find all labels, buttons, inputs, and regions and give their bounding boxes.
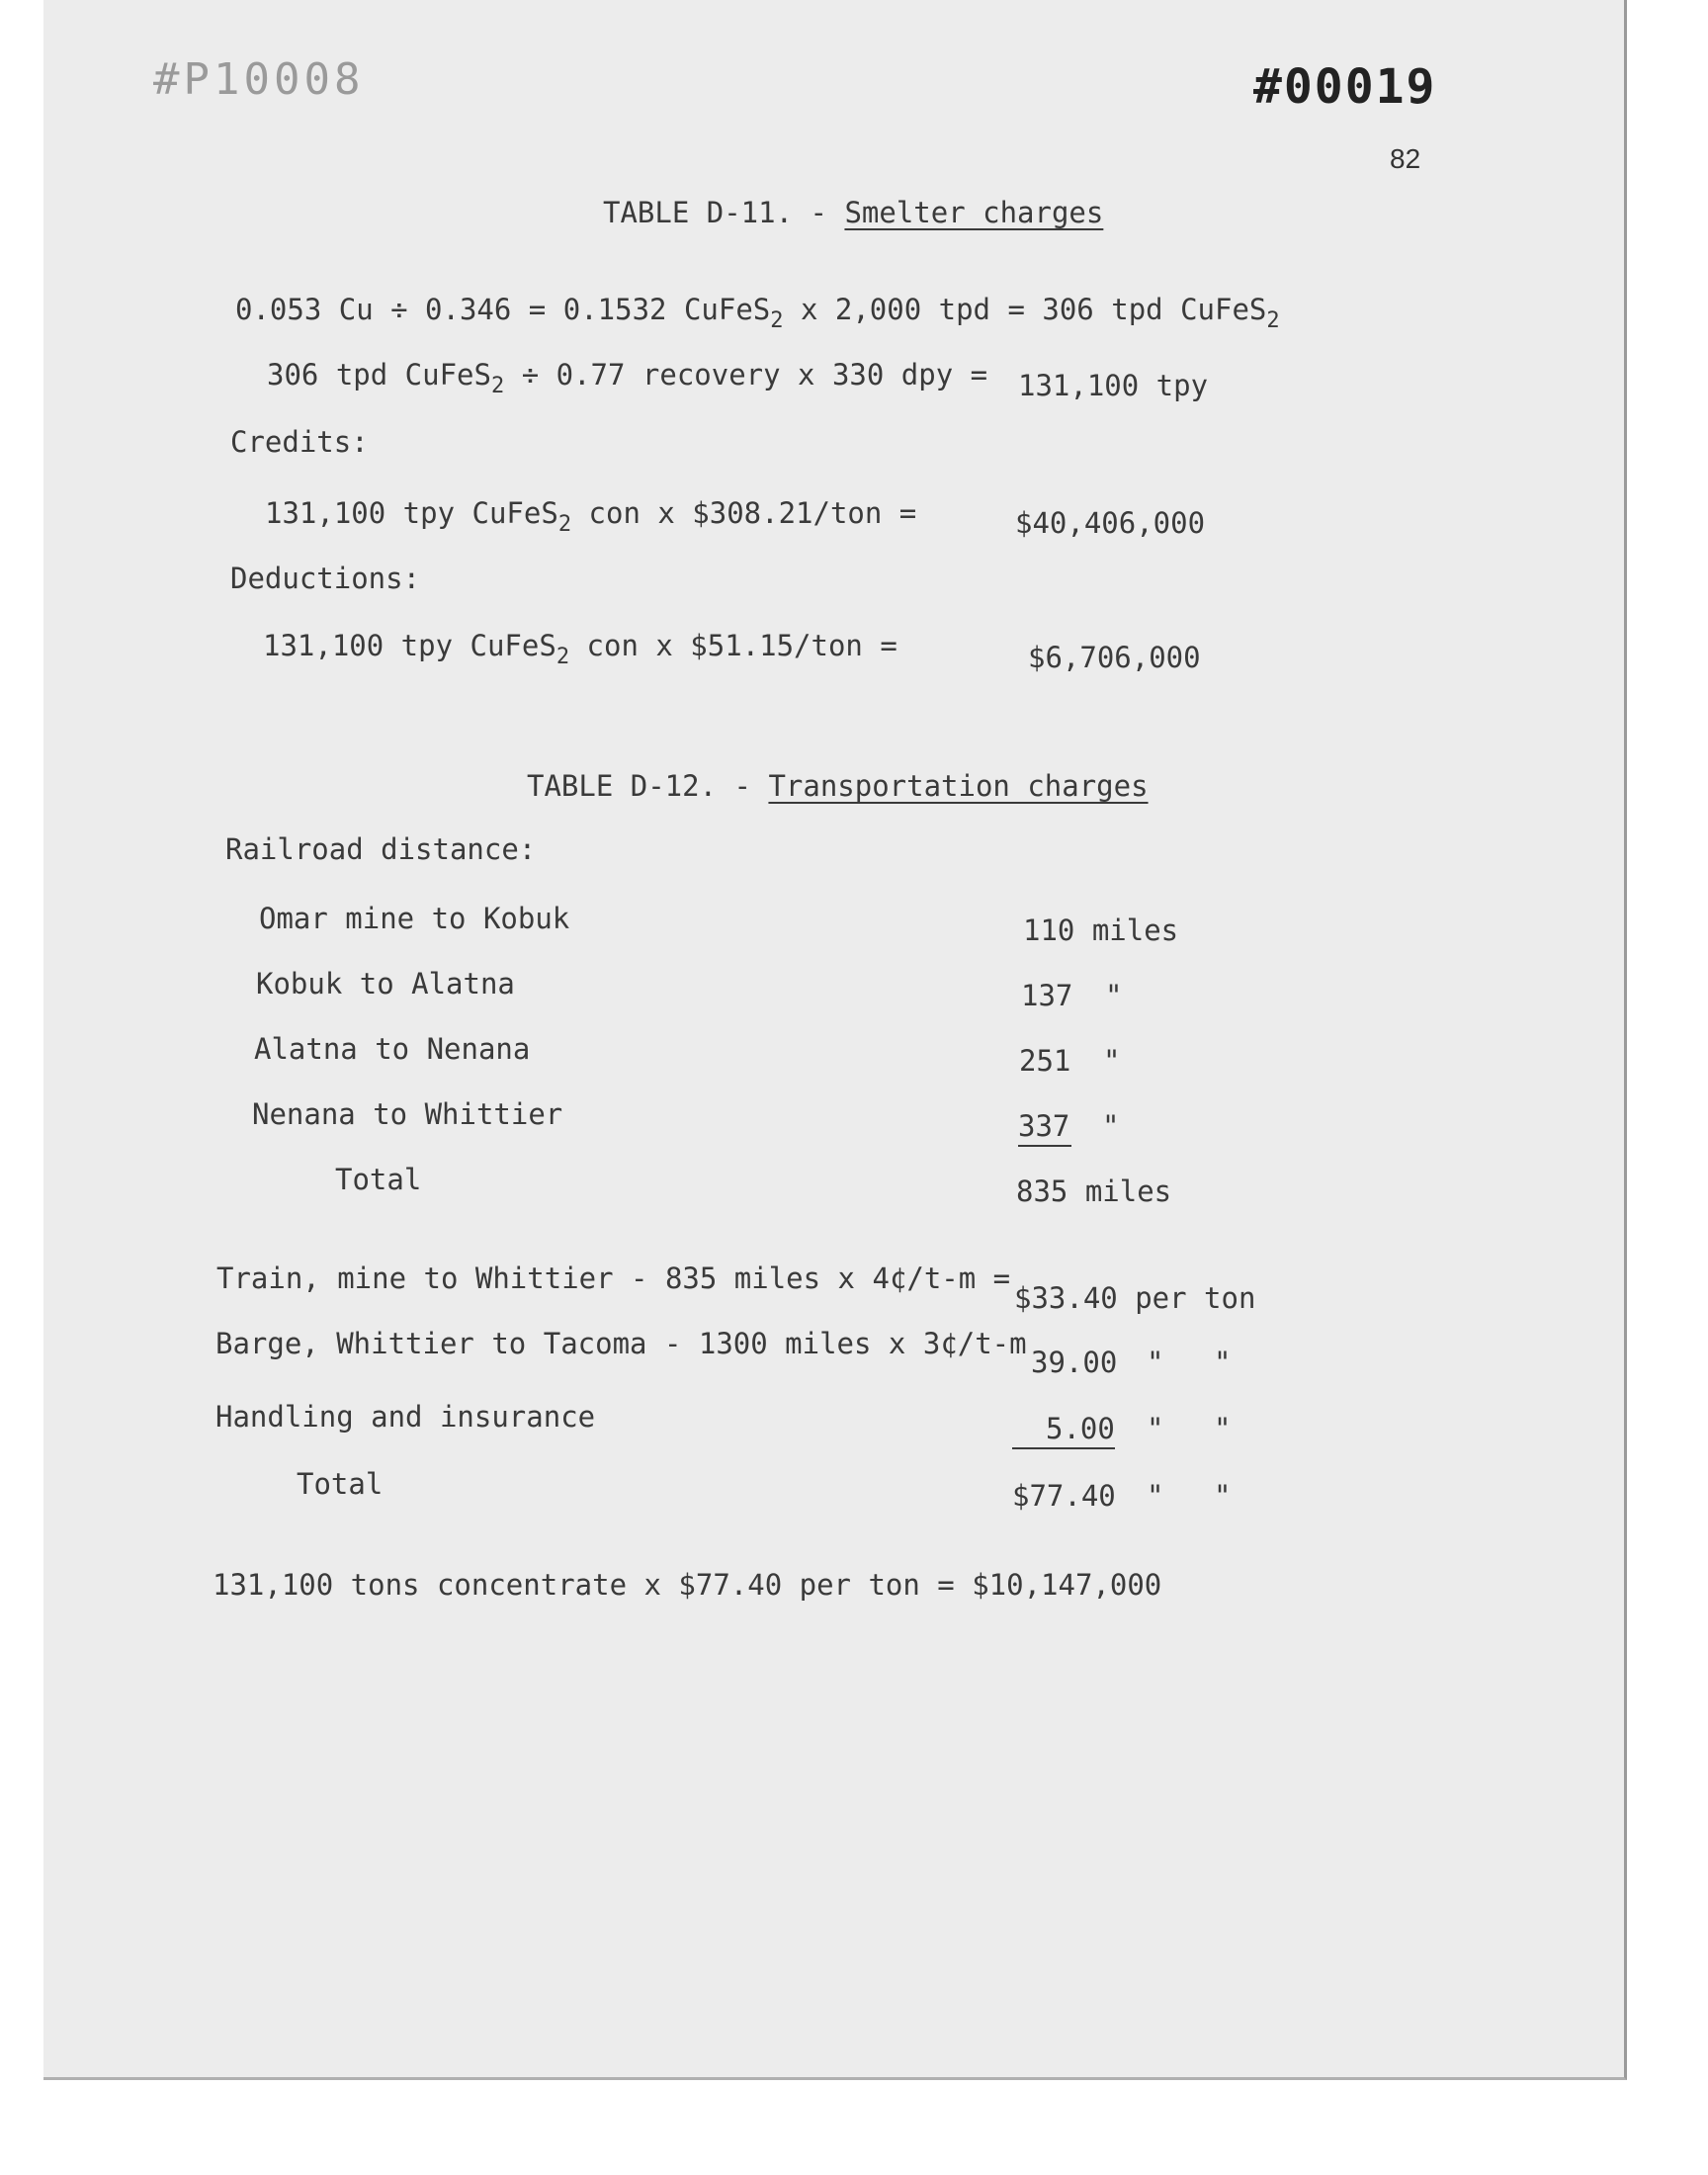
segment-ditto-4: "	[1102, 1109, 1120, 1143]
segment-value-1: 110 miles	[1023, 914, 1179, 947]
segment-label-4: Nenana to Whittier	[252, 1097, 563, 1131]
distance-total-label: Total	[335, 1163, 422, 1196]
transport-summary-line: 131,100 tons concentrate x $77.40 per ton = $10,147,000	[213, 1568, 1162, 1602]
cost-ditto-handling-2: "	[1214, 1412, 1232, 1445]
railroad-distance-label: Railroad distance:	[225, 832, 537, 866]
credits-line	[265, 496, 917, 537]
credits-line-prefix: 131,100 tpy CuFeS	[265, 496, 558, 530]
cost-value-handling: 5.00	[1046, 1412, 1115, 1445]
cost-label-barge: Barge, Whittier to Tacoma - 1300 miles x 3¢/t-m	[215, 1327, 1027, 1360]
cost-ditto-barge-2: "	[1214, 1346, 1232, 1379]
smelter-line-1-sub1: 2	[770, 308, 784, 333]
cost-total-value: $77.40	[1012, 1479, 1116, 1513]
cost-total-ditto-1: "	[1147, 1479, 1164, 1513]
credits-value: $40,406,000	[1015, 506, 1206, 540]
segment-value-4: 337	[1018, 1109, 1070, 1143]
cost-sum-rule	[1012, 1447, 1115, 1449]
table-d12-caption-title: Transportation charges	[768, 769, 1149, 803]
smelter-line-1	[235, 293, 1280, 333]
deductions-line-suffix: con x $51.15/ton =	[569, 629, 897, 662]
table-d11-caption	[603, 196, 1103, 229]
segment-label-3: Alatna to Nenana	[254, 1032, 531, 1066]
cost-label-train: Train, mine to Whittier - 835 miles x 4¢/t-m =	[216, 1262, 1011, 1295]
deductions-line-sub: 2	[555, 645, 570, 669]
credits-label: Credits:	[230, 425, 369, 459]
table-d12-caption	[527, 769, 1149, 803]
smelter-line-1-mid: x 2,000 tpd = 306 tpd CuFeS	[783, 293, 1267, 326]
page-number: 82	[1390, 143, 1421, 174]
table-d11-caption-prefix: TABLE D-11. -	[603, 196, 845, 229]
smelter-line-2-sub: 2	[490, 374, 505, 398]
credits-line-sub: 2	[557, 512, 572, 537]
segment-label-2: Kobuk to Alatna	[256, 967, 515, 1000]
segment-value-3: 251	[1019, 1044, 1071, 1078]
segment-label-1: Omar mine to Kobuk	[259, 902, 570, 935]
distance-sum-rule	[1018, 1145, 1071, 1147]
distance-total-value: 835 miles	[1016, 1174, 1172, 1208]
smelter-line-2-prefix: 306 tpd CuFeS	[267, 358, 491, 392]
cost-ditto-barge-1: "	[1147, 1346, 1164, 1379]
document-id-stamp: #P10008	[153, 54, 365, 105]
smelter-line-1-prefix: 0.053 Cu ÷ 0.346 = 0.1532 CuFeS	[235, 293, 771, 326]
table-d12-caption-prefix: TABLE D-12. -	[527, 769, 769, 803]
smelter-line-2-value: 131,100 tpy	[1018, 369, 1209, 402]
deductions-value: $6,706,000	[1028, 641, 1201, 674]
smelter-line-2-suffix: ÷ 0.77 recovery x 330 dpy =	[504, 358, 988, 392]
cost-value-train: $33.40 per ton	[1014, 1281, 1256, 1315]
deductions-label: Deductions:	[230, 562, 421, 595]
smelter-line-1-sub2: 2	[1266, 308, 1280, 333]
credits-line-suffix: con x $308.21/ton =	[571, 496, 917, 530]
smelter-line-2	[267, 358, 988, 398]
deductions-line	[263, 629, 897, 669]
segment-value-2: 137	[1021, 979, 1073, 1012]
sequence-number-stamp: #00019	[1253, 59, 1437, 115]
segment-ditto-3: "	[1103, 1044, 1121, 1078]
cost-total-label: Total	[297, 1467, 384, 1501]
table-d11-caption-title: Smelter charges	[844, 196, 1104, 229]
cost-ditto-handling-1: "	[1147, 1412, 1164, 1445]
cost-total-ditto-2: "	[1214, 1479, 1232, 1513]
deductions-line-prefix: 131,100 tpy CuFeS	[263, 629, 556, 662]
cost-label-handling: Handling and insurance	[215, 1400, 596, 1434]
cost-value-barge: 39.00	[1031, 1346, 1118, 1379]
segment-ditto-2: "	[1105, 979, 1123, 1012]
